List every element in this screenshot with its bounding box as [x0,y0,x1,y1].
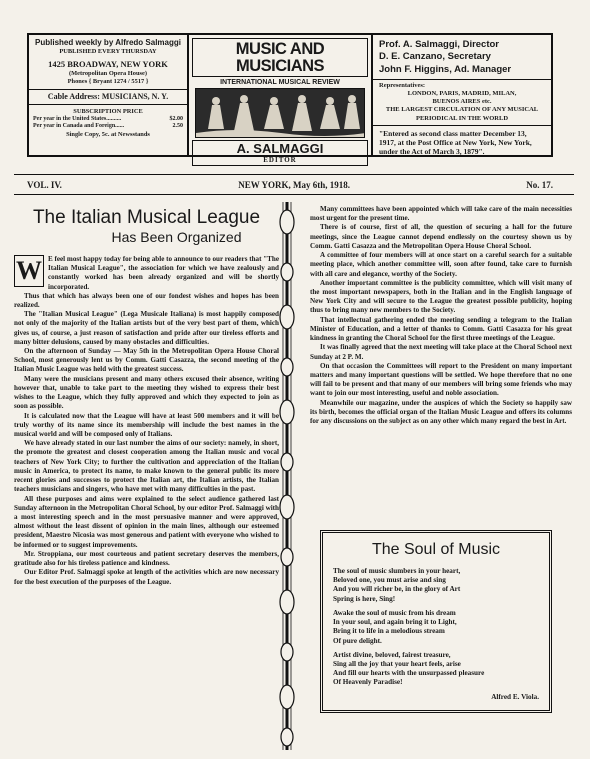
single-copy: Single Copy, 5c. at Newsstands [66,130,150,138]
paragraph: E feel most happy today for being able to announce to our readers that "The Italian Musical League", the association for which we have zealously and constantly worked has been already organized and will be shortly incorporated. [48,254,279,291]
paragraph: We have already stated in our last number the aims of our society: namely, in short, the promote the greatest and closest cooperation among the Italian music and vocal teachers of New York City; to further the cultivation and appreciation of the Italian music in America, to protect its name, to make known to the general public its more recent glories and successes to protect the Italian art, the Italian artists, the Italian teachers musicians and singers, who have met with many difficulties in the past. [14,439,279,494]
paragraph: Another important committee is the publicity committee, which will visit many of the most important newspapers, both in the Italian and in the English language of New York City and will secure to the League the greatest possible publicity, hoping thus to bring many new members to the Society. [310,278,572,315]
published-every: PUBLISHED EVERY THURSDAY [59,48,157,55]
editor-name: A. SALMAGGI [236,141,324,156]
poem-box [320,530,552,713]
paragraph: All these purposes and aims were explained to the select audience gathered last Sunday afternoon in the Metropolitan Choral School, by our editor Prof. Salmaggi with a most interesting speech and in the most persuasive manner and were approved, almost without the least dissent of opinion in the main lines, although our esteemed president, Maestro Nicosia was most generous and patient with everyone who wished to be informed or to suggest improvements. [14,494,279,549]
paragraph: On the afternoon of Sunday — May 5th in the Metropolitan Opera House Choral School, most generously lent us by Comm. Gatti Casazza, the second meeting of the Italian Music League was held with the greatest success. [14,347,279,374]
poem-line: And you will richer be, in the glory of Art [333,585,461,594]
article-title: The Italian Musical League [32,207,261,228]
reps-cities-2: BUENOS AIRES etc. [432,98,492,106]
director: Prof. A. Salmaggi, Director [379,39,500,50]
poem-line: Of Heavenly Paradise! [333,678,403,687]
rate-foreign: Per year in Canada and Foreign...... 2.50 [33,123,183,130]
poem-line: The soul of music slumbers in your heart, [333,567,461,575]
issue-date: NEW YORK, May 6th, 1918. [238,180,350,190]
masthead-title-box [189,35,373,164]
poem-line: Beloved one, you must arise and sing [333,576,446,585]
poem-stanza [333,651,539,688]
masthead-publisher-box [29,35,189,155]
volume: VOL. IV. [27,180,62,190]
poem-line: In your soul, and again bring it to Light, [333,618,457,627]
dateline [27,180,553,190]
publication-title: MUSIC AND MUSICIANS [192,38,368,77]
reps-cities: LONDON, PARIS, MADRID, MILAN, [407,90,517,98]
bottom-rule [14,194,574,195]
ornamental-column-divider [275,202,299,750]
subscription-heading: SUBSCRIPTION PRICE [73,107,143,115]
poem-line: And fill our hearts with the unsurpassed pleasure [333,669,485,678]
paragraph: Many committees have been appointed which will take care of the main necessities most urgent for the present time. [310,205,572,223]
poem-title: The Soul of Music [371,541,501,558]
address: 1425 BROADWAY, NEW YORK [48,59,168,69]
poem-line: Spring is here, Sing! [333,594,396,603]
paragraph: That intellectual gathering ended the meeting sending a telegram to the Italian Minister of Education, and a letter of thanks to Comm. Gatti Casazza for his great kindness in granting the Choral School for the first three meetings of the League. [310,315,572,343]
poem-author: Alfred E. Viola. [491,692,539,701]
article-left-column [14,205,279,587]
paragraph: A committee of four members will at once start on a careful search for a suitable meeting place, which another committee will, soon after found, take care to furnish with all care and elegance, worthy of the Society. [310,251,572,278]
article-subtitle: Has Been Organized [111,228,242,245]
entered-notice: "Entered as second class matter December 13, 1917, at the Post Office at New York, New York, under the Act of March 3, 1879". [379,128,532,157]
circulation: THE LARGEST CIRCULATION OF ANY MUSICAL PERIODICAL IN THE WORLD [385,106,539,122]
poem-line: Artist divine, beloved, fairest treasure, [333,650,451,659]
masthead-staff-box [373,35,551,155]
poem-stanza [333,567,539,604]
paragraph: The "Italian Musical League" (Lega Musicale Italiana) is most happily composed not only of the majority of the Italian artists but of the very best part of them, which gives us, of course, a just reason of satisfaction and pride after our tireless efforts and many bitter delusions, caused by many obstacles and difficulties. [14,310,279,346]
cable-address: Cable Address: MUSICIANS, N. Y. [29,89,187,105]
issue-number: No. 17. [526,180,553,190]
poem-line: Sing all the joy that your heart feels, arise [333,659,461,668]
ad-manager: John F. Higgins, Ad. Manager [379,63,512,75]
editor-box [192,140,368,166]
paragraph: It is calculated now that the League will have at least 500 members and it will be truly worthy of its name since its membership will include the best names in the musical world and will be composed only of Italians. [14,411,279,438]
publication-subtitle: INTERNATIONAL MUSICAL REVIEW [220,79,340,86]
poem-line: Awake the soul of music from his dream [333,608,456,617]
poem-line: Of pure delight. [333,636,382,645]
paragraph: On that occasion the Committees will report to the President on many important matters and many important questions will be settled. We hope therefore that no one will fail to be present and that many of our members will bring some friends who may want to join our most interesting, useful and noble association. [310,361,572,398]
paragraph: Mr. Stroppiana, our most courteous and patient secretary deserves the members, gratitude also for his tireless patience and kindness. [14,549,279,568]
paragraph: Many were the musicians present and many others excused their absence, writing however that, unable to take part to the meeting they wished to express their best wishes to the League, which they fully approved and which they expected to join as soon as possible. [14,374,279,411]
paragraph: There is of course, first of all, the question of securing a hall for the future meetings, since the League cannot depend endlessly on the courtesy shown us by Comm. Gatti Casazza and the Metropolitan Opera House Choral School. [310,223,572,250]
phones: Phones { Bryant 1274 / 5517 } [67,77,149,85]
editor-role: EDITOR [263,155,297,164]
rate-us: Per year in the United States.......... $2.00 [33,115,183,122]
paragraph: Thus that which has always been one of our fondest wishes and hopes has been realized. [14,291,279,309]
publisher-line: Published weekly by Alfredo Salmaggi [35,38,181,47]
reps-label: Representatives: [379,82,426,90]
representatives [373,79,551,126]
poem-line: Bring it to life in a melodious stream [333,627,445,636]
paragraph: It was finally agreed that the next meeting will take place at the Choral School next Sunday at 2 P. M. [310,343,572,361]
poem-stanza [333,609,539,646]
article-right-column [310,205,572,426]
top-rule [14,174,574,175]
building: (Metropolitan Opera House) [69,69,147,77]
dropcap: W [16,255,42,285]
masthead [27,33,553,164]
article-body-left [14,255,279,587]
paragraph: Our Editor Prof. Salmaggi spoke at length of the activities which are now necessary for the best execution of the purposes of the League. [14,568,279,586]
article-body-right [310,205,572,426]
secretary: D. E. Canzano, Secretary [379,51,491,63]
dancers-illustration [195,88,365,138]
paragraph: Meanwhile our magazine, under the auspices of which the Society so happily saw its birth, becomes the official organ of the Italian Music League and offers its columns for any discussions on the subject as on any other which many regard the best in Art. [310,398,572,426]
